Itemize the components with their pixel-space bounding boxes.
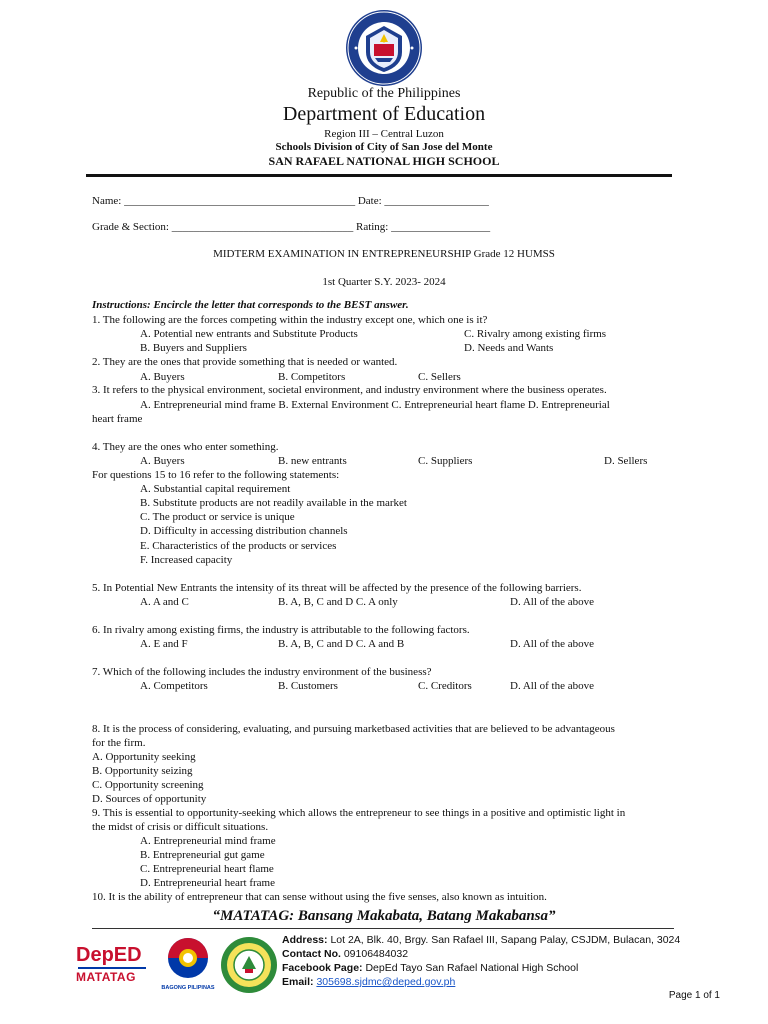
name-date-field[interactable]: Name: __________________________________________ Date: ___________________: [92, 195, 489, 207]
question-4: 4. They are the ones who enter something.: [92, 441, 279, 453]
email-label: Email:: [282, 976, 314, 988]
q1-option-c[interactable]: C. Rivalry among existing firms: [464, 328, 607, 340]
q9-option-a[interactable]: A. Entrepreneurial mind frame: [140, 835, 276, 847]
q4-option-d[interactable]: D. Sellers: [604, 455, 648, 467]
question-7: 7. Which of the following includes the industry environment of the business?: [92, 666, 432, 678]
contact-label: Contact No.: [282, 948, 341, 960]
q8-option-b[interactable]: B. Opportunity seizing: [92, 765, 193, 777]
q5-option-b[interactable]: B. A, B, C and D C. A only: [278, 596, 398, 608]
exam-quarter: 1st Quarter S.Y. 2023- 2024: [322, 276, 446, 288]
header-department: Department of Education: [282, 103, 486, 125]
q6-option-d[interactable]: D. All of the above: [510, 638, 595, 650]
q7-option-b[interactable]: B. Customers: [278, 680, 338, 692]
q3-options[interactable]: A. Entrepreneurial mind frame B. External Environment C. Entrepreneurial heart flame D. Entrepreneurial: [140, 399, 610, 411]
statement-b: B. Substitute products are not readily available in the market: [140, 497, 407, 509]
q7-option-a[interactable]: A. Competitors: [140, 680, 208, 692]
grade-rating-field[interactable]: Grade & Section: _________________________________ Rating: __________________: [92, 221, 491, 233]
question-3: 3. It refers to the physical environment, societal environment, and industry environment where the business operates.: [92, 384, 607, 396]
question-8: 8. It is the process of considering, evaluating, and pursuing marketbased activities that are believed to be advantageous: [92, 723, 615, 735]
q6-option-b[interactable]: B. A, B, C and D C. A and B: [278, 638, 405, 650]
q6-option-a[interactable]: A. E and F: [140, 638, 188, 650]
q4-option-c[interactable]: C. Suppliers: [418, 455, 473, 467]
q5-option-a[interactable]: A. A and C: [140, 596, 189, 608]
q2-option-b[interactable]: B. Competitors: [278, 371, 346, 383]
q7-option-d[interactable]: D. All of the above: [510, 680, 595, 692]
q5-option-d[interactable]: D. All of the above: [510, 596, 595, 608]
q1-option-d[interactable]: D. Needs and Wants: [464, 342, 554, 354]
exam-title: MIDTERM EXAMINATION IN ENTREPRENEURSHIP Grade 12 HUMSS: [213, 248, 555, 260]
q9-option-d[interactable]: D. Entrepreneurial heart frame: [140, 877, 275, 889]
address-value: Lot 2A, Blk. 40, Brgy. San Rafael III, Sapang Palay, CSJDM, Bulacan, 3024: [330, 934, 681, 946]
q7-option-c[interactable]: C. Creditors: [418, 680, 472, 692]
statement-d: D. Difficulty in accessing distribution channels: [140, 525, 348, 537]
header-republic: Republic of the Philippines: [307, 86, 461, 101]
statement-e: E. Characteristics of the products or services: [140, 540, 337, 552]
header-division: Schools Division of City of San Jose del Monte: [275, 141, 493, 153]
footer-divider: [92, 928, 674, 929]
deped-seal-logo: [344, 8, 424, 88]
page-number: Page 1 of 1: [668, 990, 720, 1001]
statement-f: F. Increased capacity: [140, 554, 233, 566]
motto: “MATATAG: Bansang Makabata, Batang Makabansa”: [212, 908, 556, 924]
matatag-logo-text: MATATAG: [76, 970, 136, 984]
header-divider: [86, 174, 672, 177]
question-8-continued: for the firm.: [92, 737, 146, 749]
question-1: 1. The following are the forces competing within the industry except one, which one is it?: [92, 314, 488, 326]
bagong-pilipinas-logo: [160, 936, 216, 996]
question-9: 9. This is essential to opportunity-seeking which allows the entrepreneur to see things in a positive and optimistic light in: [92, 807, 626, 819]
footer-facebook: [282, 961, 578, 975]
deped-logo-text: DepED: [76, 944, 142, 966]
q2-option-c[interactable]: C. Sellers: [418, 371, 461, 383]
contact-value: 09106484032: [343, 948, 409, 960]
deped-matatag-logo: [76, 944, 156, 994]
q2-option-a[interactable]: A. Buyers: [140, 371, 185, 383]
school-seal-logo: [220, 936, 278, 994]
q1-option-b[interactable]: B. Buyers and Suppliers: [140, 342, 247, 354]
question-6: 6. In rivalry among existing firms, the industry is attributable to the following factors.: [92, 624, 470, 636]
q9-option-c[interactable]: C. Entrepreneurial heart flame: [140, 863, 274, 875]
footer-email: [282, 975, 455, 989]
question-10: 10. It is the ability of entrepreneur that can sense without using the five senses, also known as intuition.: [92, 891, 547, 903]
footer-contact: [282, 947, 408, 961]
instructions: Instructions: Encircle the letter that corresponds to the BEST answer.: [92, 299, 409, 311]
header-region: Region III – Central Luzon: [324, 128, 444, 140]
email-link[interactable]: 305698.sjdmc@deped.gov.ph: [316, 976, 456, 988]
facebook-label: Facebook Page:: [282, 962, 363, 974]
header-school: SAN RAFAEL NATIONAL HIGH SCHOOL: [268, 154, 500, 168]
q3-options-continued[interactable]: heart frame: [92, 413, 143, 425]
question-9-continued: the midst of crisis or difficult situations.: [92, 821, 269, 833]
q9-option-b[interactable]: B. Entrepreneurial gut game: [140, 849, 265, 861]
question-5: 5. In Potential New Entrants the intensity of its threat will be affected by the presence of the following barriers.: [92, 582, 582, 594]
facebook-value: DepEd Tayo San Rafael National High School: [365, 962, 579, 974]
q8-option-a[interactable]: A. Opportunity seeking: [92, 751, 196, 763]
question-2: 2. They are the ones that provide something that is needed or wanted.: [92, 356, 398, 368]
q8-option-d[interactable]: D. Sources of opportunity: [92, 793, 207, 805]
statement-c: C. The product or service is unique: [140, 511, 295, 523]
footer-address: [282, 933, 680, 947]
statement-a: A. Substantial capital requirement: [140, 483, 291, 495]
bagong-pilipinas-text: BAGONG PILIPINAS: [161, 985, 215, 991]
address-label: Address:: [282, 934, 328, 946]
q8-option-c[interactable]: C. Opportunity screening: [92, 779, 204, 791]
q1-option-a[interactable]: A. Potential new entrants and Substitute Products: [140, 328, 358, 340]
statements-intro: For questions 15 to 16 refer to the following statements:: [92, 469, 340, 481]
q4-option-a[interactable]: A. Buyers: [140, 455, 185, 467]
q4-option-b[interactable]: B. new entrants: [278, 455, 347, 467]
